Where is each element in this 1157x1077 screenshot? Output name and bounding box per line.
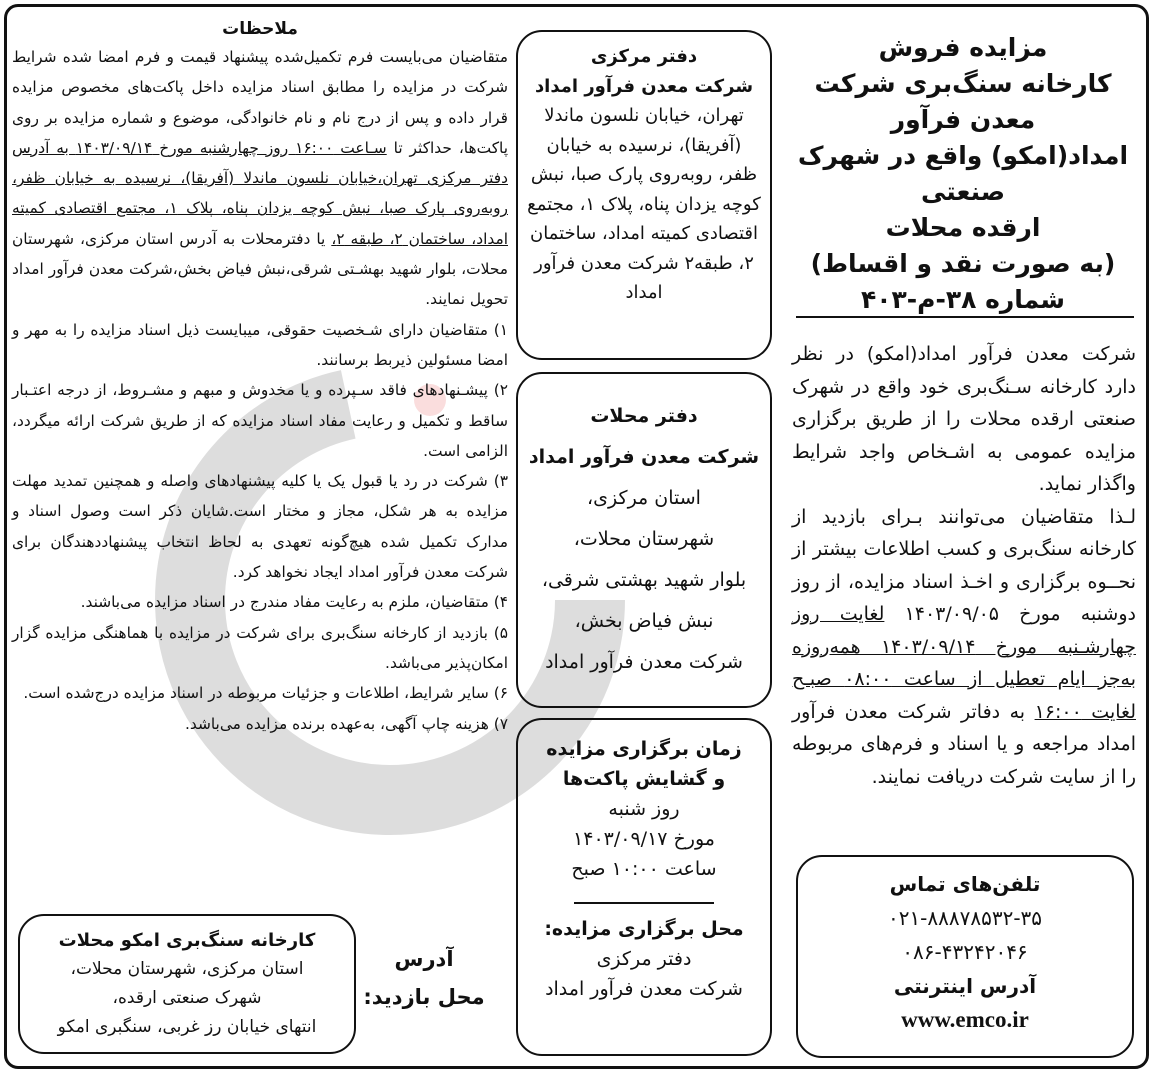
notes-heading: ملاحظات <box>222 19 298 39</box>
note-item: ۷) هزینه چاپ آگهی، به‌عهده برنده مزایده می‌باشد. <box>184 714 508 733</box>
phone-1[interactable]: ۰۲۱-۸۸۸۷۸۵۳۲-۳۵ <box>887 906 1043 930</box>
note-item: ۶) سایر شرایط، اطلاعات و جزئیات مربوطه در اسناد مزایده درج‌شده است. <box>23 684 508 703</box>
note-item: ۲) پیشـنهادهای فاقد سـپرده و یا مخدوش و مبهم و مشـروط، از درجه اعتـبار ساقط و تکمیل و رعایت مفاد اسناد مزایده که از طریق شرکت ارائه میگردد، الزامی است. <box>12 381 508 460</box>
right-separator <box>796 316 1134 318</box>
note-item: ۳) شرکت در رد یا قبول یک یا کلیه پیشنهادهای واصله و همچنین تمدید مهلت مزایده به هر شکل، مجاز و مختار است.شایان ذکر است وصول اسناد و مدارک تکمیل شده هیچ‌گونه تعهدی به لحاظ انتخاب پیشنهاددهندگان برای شرکت معدن فرآور امداد ایجاد نخواهد کرد. <box>12 472 508 582</box>
notes-column <box>12 16 508 739</box>
central-office-box: دفتر مرکزی شرکت معدن فرآور امداد تهران، خیابان نلسون ماندلا (آفریقا)، نرسیده به خیابان ظفر، روبه‌روی پارک صبا، نبش کوچه یزدان پناه، پلاک ۱، مجتمع اقتصادی کمیته امداد، ساختمان ۲، طبقه۲ شرکت معدن فرآور امداد <box>516 30 772 360</box>
right-column <box>788 14 1138 318</box>
website-link[interactable]: www.emco.ir <box>901 1007 1029 1032</box>
auction-title: مزایده فروش کارخانه سنگ‌بری شرکت معدن فرآور امداد(امکو) واقع در شهرک صنعتی ارقده محلات (به صورت نقد و اقساط) شماره ۳۸-م-۴۰۳ <box>797 33 1129 314</box>
schedule-divider <box>574 902 714 904</box>
intro-paragraph: شرکت معدن فرآور امداد(امکو) در نظر دارد کارخانه سـنگ‌بری خود واقع در شهرک صنعتی ارقده محلات را از طریق برگزاری مزایده عمومی به اشـخاص واجد شرایط واگذار نماید. <box>792 343 1136 495</box>
note-item: ۱) متقاضیان دارای شـخصیت حقوقی، میبایست ذیل اسناد مزایده را به مهر و امضا مسئولین ذیربط برسانند. <box>12 320 508 369</box>
note-item: ۴) متقاضیان، ملزم به رعایت مفاد مندرج در اسناد مزایده می‌باشند. <box>80 593 508 612</box>
schedule-box: زمان برگزاری مزایده و گشایش پاکت‌ها روز شنبه مورخ ۱۴۰۳/۰۹/۱۷ ساعت ۱۰:۰۰ صبح محل برگزاری مزایده: دفتر مرکزی شرکت معدن فرآور امداد <box>516 718 772 1056</box>
contact-box: تلفن‌های تماس ۰۲۱-۸۸۸۷۸۵۳۲-۳۵ ۰۸۶-۴۳۲۴۲۰۴۶ آدرس اینترنتی www.emco.ir <box>796 855 1134 1058</box>
visit-address-box: کارخانه سنگ‌بری امکو محلات استان مرکزی، شهرستان محلات، شهرک صنعتی ارقده، انتهای خیابان رز غربی، سنگبری امکو <box>18 914 356 1054</box>
visit-paragraph: لـذا متقاضیان می‌توانند بـرای بازدید از کارخانه سنگ‌بری و کسب اطلاعات بیشتر از نحــوه برگزاری و اخـذ اسناد مزایده، از روز دوشنبه مورخ ۱۴۰۳/۰۹/۰۵ لغایت روز چهارشـنبه مورخ ۱۴۰۳/۰۹/۱۴ همه‌روزه به‌جز ایام تعطیل از ساعت ۰۸:۰۰ صبـح لغایت ۱۶:۰۰ به دفاتر شرکت معدن فرآور امداد مراجعه و یا اسناد و فرم‌های مربوطه را از سایت شرکت دریافت نمایند. <box>792 505 1136 788</box>
note-item: ۵) بازدید از کارخانه سنگ‌بری برای شرکت در مزایده با هماهنگی مزایده گزار امکان‌پذیر می‌باشد. <box>12 623 508 672</box>
phone-2[interactable]: ۰۸۶-۴۳۲۴۲۰۴۶ <box>902 940 1028 964</box>
notes-paragraph: متقاضیان می‌بایست فرم تکمیل‌شده پیشنهاد قیمت و فرم امضا شده شرایط شرکت در مزایده را مطابق اسناد مزایده داخل پاکت‌های مخصوص مزایده قرار داده و پس از درج نام و نام خانوادگی، موضوع و شماره مزایده بر روی پاکت‌ها، حداکثر تا سـاعت ۱۶:۰۰ روز چهارشنبه مورخ ۱۴۰۳/۰۹/۱۴ به آدرس دفتر مرکزی تهران،خیابان نلسون ماندلا (آفریقا)، نرسیده به خیابان ظفر، روبه‌روی پارک صبا، نبش کوچه یزدان پناه، پلاک ۱، مجتمع اقتصادی کمیته امداد، ساختمان ۲، طبقه ۲، یا دفترمحلات به آدرس استان مرکزی، شهرستان محلات، بلوار شهید بهشـتی شرقی،نبش فیاض بخش،شرکت معدن فرآور امداد تحویل نمایند. <box>12 48 509 309</box>
right-body <box>792 338 1136 793</box>
visit-label: آدرس محل بازدید: <box>363 947 485 1009</box>
mahallat-office-box: دفتر محلات شرکت معدن فرآور امداد استان مرکزی، شهرستان محلات، بلوار شهید بهشتی شرقی، نبش فیاض بخش، شرکت معدن فرآور امداد <box>516 372 772 708</box>
